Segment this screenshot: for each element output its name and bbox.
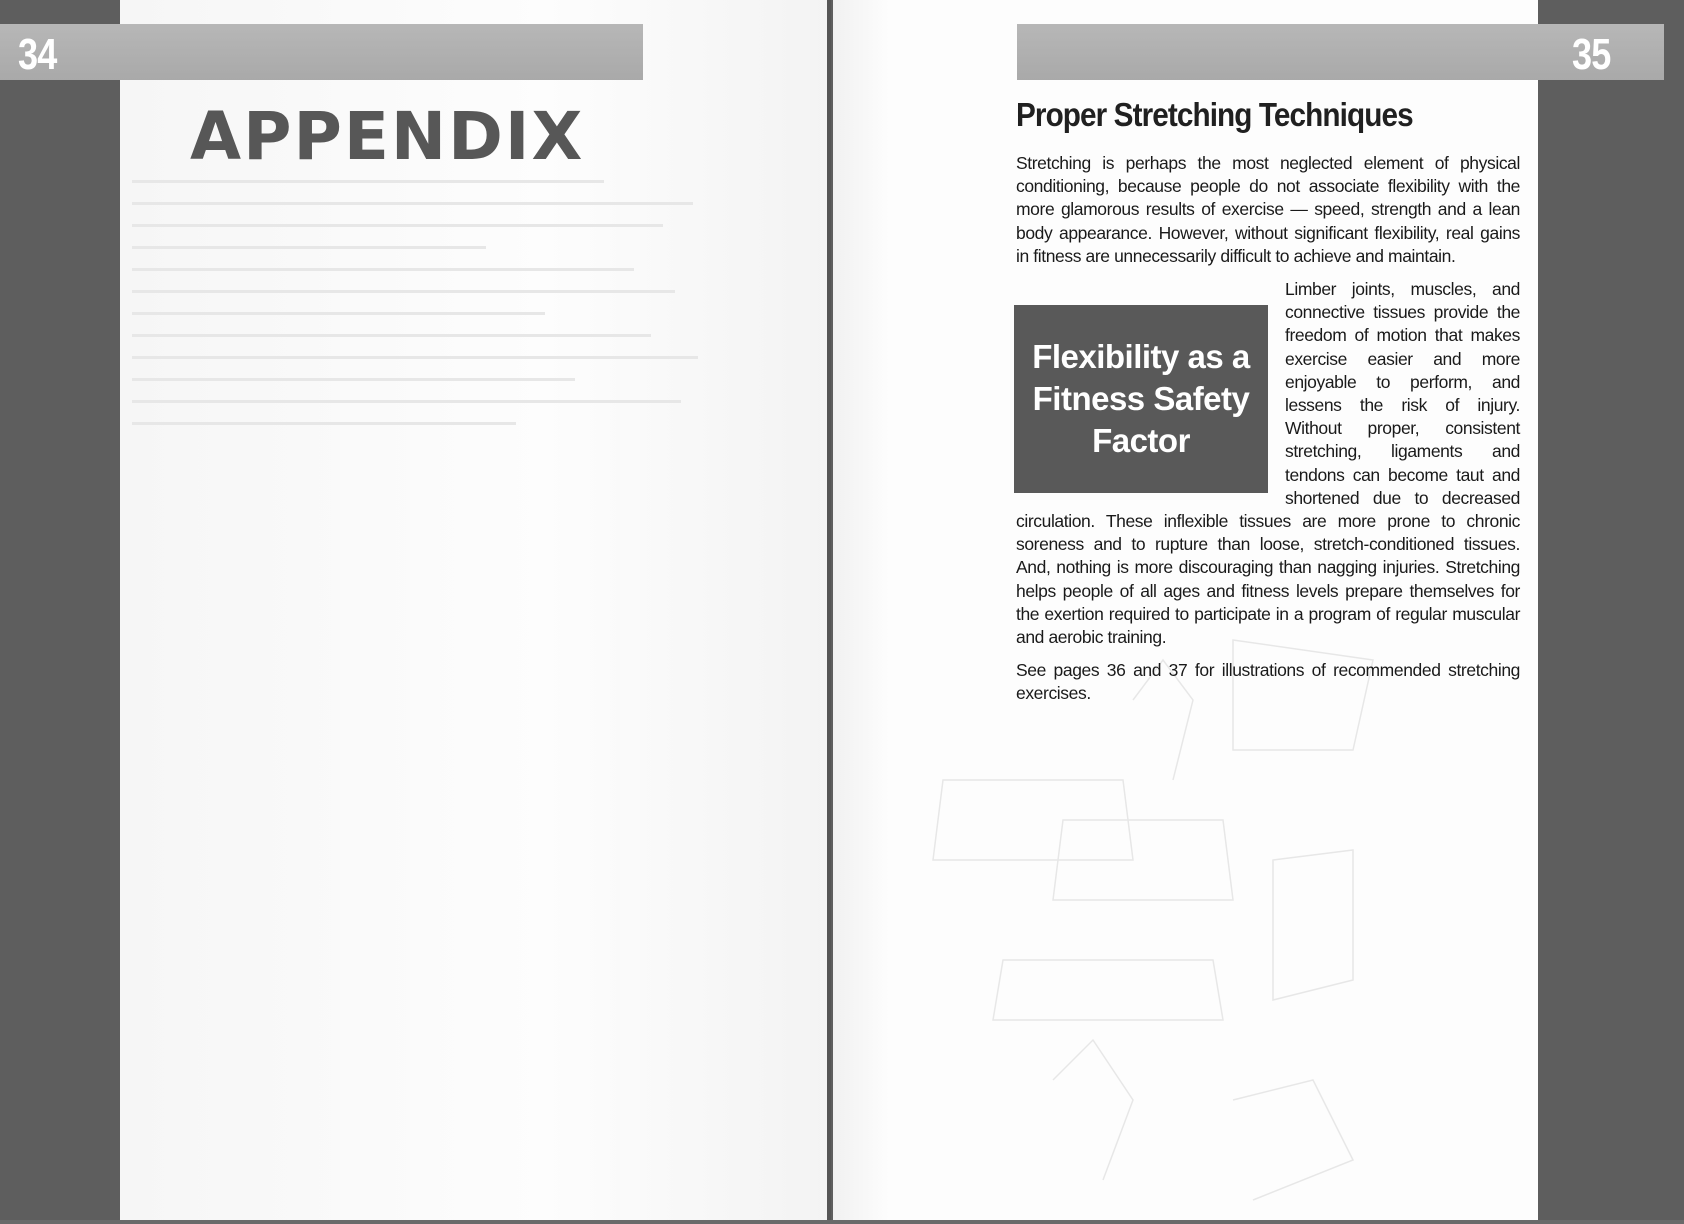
left-page	[120, 0, 830, 1224]
left-page-number: 34	[18, 30, 57, 79]
callout-box	[1014, 305, 1268, 493]
article	[1016, 96, 1520, 706]
bleed-through-text	[132, 180, 722, 444]
right-header-bar	[1017, 24, 1664, 80]
right-page-number: 35	[1572, 30, 1611, 79]
section-title: Proper Stretching Techniques	[1016, 96, 1413, 133]
reference-paragraph: See pages 36 and 37 for illustrations of recommended stretching exercises.	[1016, 660, 1520, 704]
book-spine	[827, 0, 831, 1224]
body-paragraph: Limber joints, muscles, and connective tissues provide the freedom of motion that makes exercise easier and more enjoyable to perform, and lessens the risk of injury. Without proper, consistent stretching, ligaments and tendons can become taut and shortened due to decreased circulation. These inflexible tissues are more prone to chronic soreness and to rupture than loose, stretch-conditioned tissues. And, nothing is more discouraging than nagging injuries. Stretching helps people of all ages and fitness levels prepare themselves for the exertion required to participate in a program of regular muscular and aerobic training.	[1016, 279, 1520, 648]
left-header-bar	[0, 24, 643, 80]
page-bottom-edge	[0, 1220, 1684, 1224]
appendix-title: APPENDIX	[190, 98, 585, 175]
callout-text: Flexibility as a Fitness Safety Factor	[1032, 338, 1250, 460]
intro-paragraph: Stretching is perhaps the most neglected element of physical conditioning, because people do not associate flexibility with the more glamorous results of exercise — speed, strength and a lean body appearance. However, without significant flexibility, real gains in fitness are unnecessarily difficult to achieve and maintain.	[1016, 153, 1520, 266]
